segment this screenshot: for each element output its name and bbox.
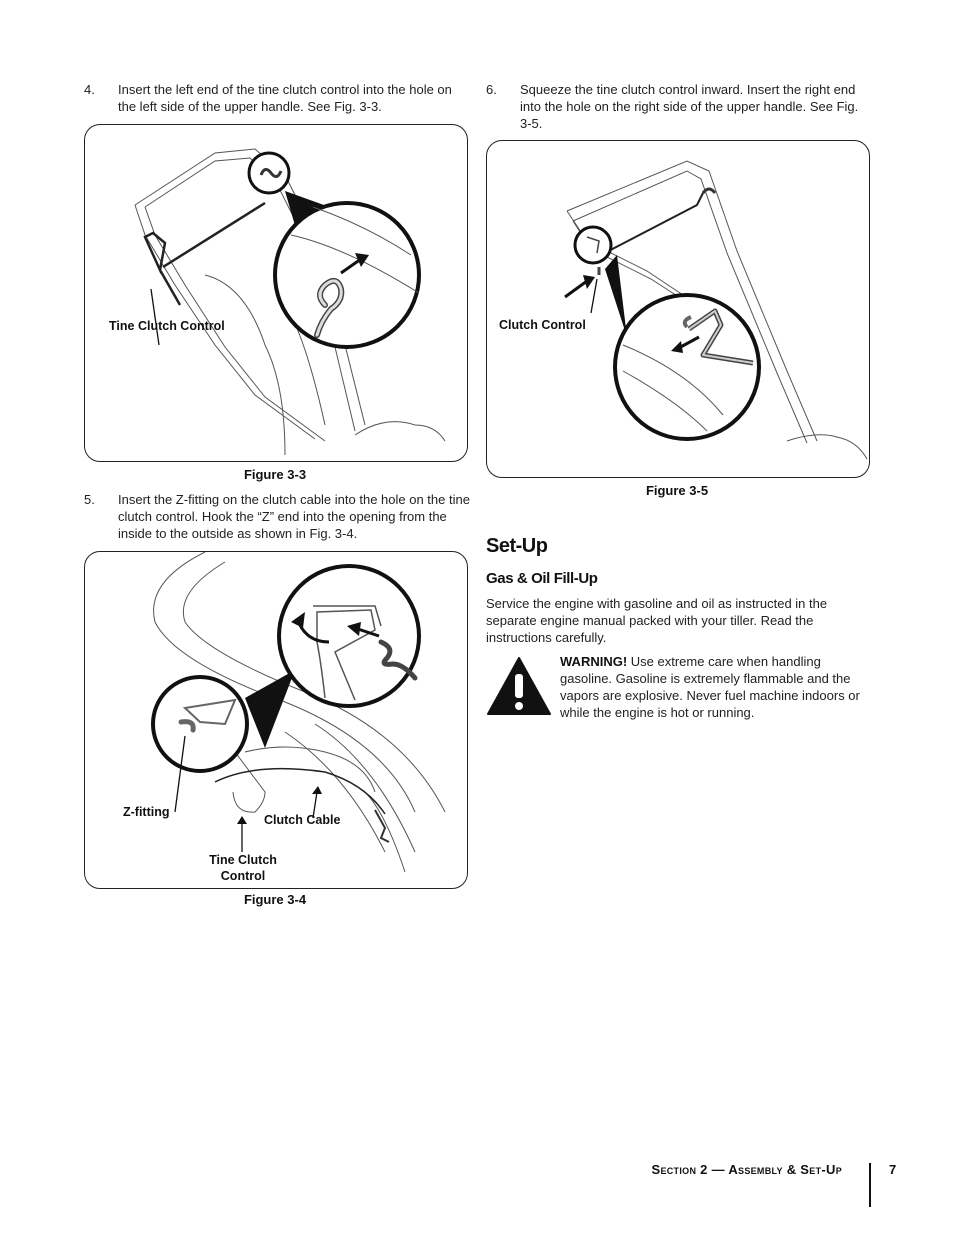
step-5	[84, 491, 470, 545]
callout-tine-clutch-control	[189, 852, 297, 884]
callout-z-fitting: Z-fitting	[123, 805, 170, 819]
step-text: Insert the Z-fitting on the clutch cable into the hole on the tine clutch control. Hook the “Z” end into the opening from the inside to the outside as shown in Fig. 3-4.	[118, 492, 470, 541]
step-text: Squeeze the tine clutch control inward. Insert the right end into the hole on the right side of the upper handle. See Fig. 3-5.	[520, 82, 859, 131]
step-number: 4.	[84, 82, 95, 97]
figure-3-3-drawing	[85, 125, 467, 461]
step-6	[486, 81, 872, 135]
figure-3-5-caption: Figure 3-5	[645, 483, 709, 498]
step-text: Insert the left end of the tine clutch control into the hole on the left side of the upper handle. See Fig. 3-3.	[118, 82, 452, 114]
figure-3-4-caption: Figure 3-4	[243, 892, 307, 907]
setup-paragraph: Service the engine with gasoline and oil as instructed in the separate engine manual packed with your tiller. Read the instructions carefully.	[486, 596, 828, 645]
figure-3-4	[84, 551, 468, 889]
warning-triangle-icon	[486, 656, 552, 716]
figure-3-3-caption: Figure 3-3	[243, 467, 307, 482]
footer-divider	[869, 1163, 871, 1207]
subsection-heading: Gas & Oil Fill-Up	[486, 570, 598, 587]
callout-clutch-control: Clutch Control	[499, 318, 586, 332]
warning-body: Use extreme care when handling gasoline. Gasoline is extremely flammable and the vapors are explosive. Never fuel machine indoors or while the engine is hot or running.	[560, 654, 860, 720]
section-heading: Set-Up	[486, 535, 548, 557]
step-4	[84, 81, 470, 117]
warning-label: WARNING!	[560, 654, 628, 669]
step-number: 5.	[84, 492, 95, 507]
warning-text	[560, 653, 870, 721]
figure-3-3	[84, 124, 468, 462]
figure-3-5-drawing	[487, 141, 869, 477]
footer-section: Section 2 — Assembly & Set-Up	[651, 1162, 842, 1177]
callout-clutch-cable: Clutch Cable	[264, 813, 341, 827]
callout-line-2: Control	[220, 869, 266, 883]
figure-3-5	[486, 140, 870, 478]
warning-block	[486, 653, 870, 723]
page-number: 7	[889, 1162, 897, 1177]
step-number: 6.	[486, 82, 497, 97]
callout-tine-clutch-control: Tine Clutch Control	[109, 319, 225, 333]
callout-line-1: Tine Clutch	[209, 853, 277, 867]
figure-3-4-drawing	[85, 552, 467, 888]
